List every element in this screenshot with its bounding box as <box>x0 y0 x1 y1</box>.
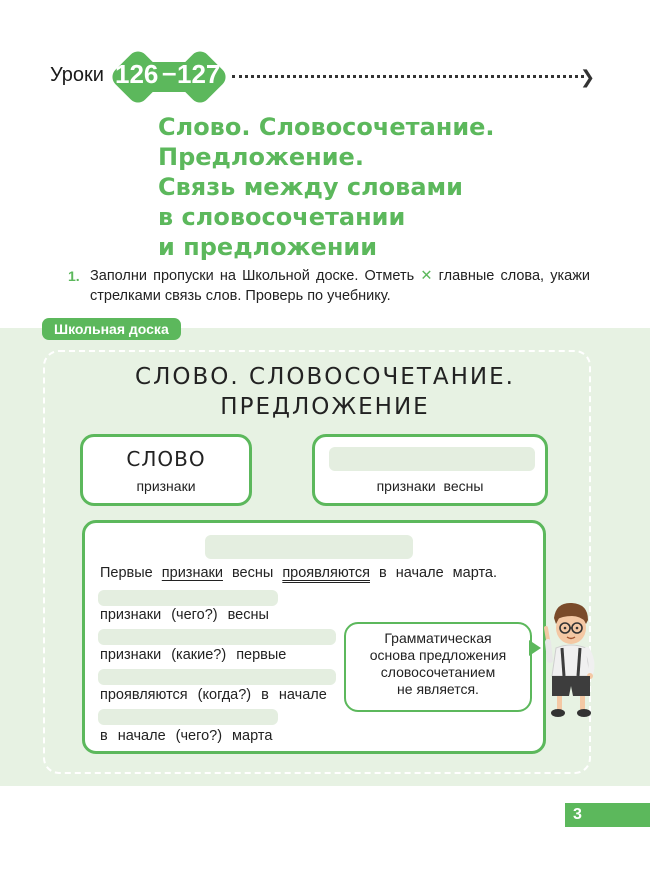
word-pair: проявляются (когда?) в начале <box>100 687 327 703</box>
phrase-box <box>312 434 548 506</box>
answer-blank[interactable] <box>98 590 278 606</box>
bubble-line: не является. <box>397 681 479 697</box>
chevron-right-icon: ❯ <box>580 67 596 87</box>
sentence-word: в начале марта. <box>379 565 498 581</box>
bubble-line: словосочетанием <box>380 664 496 680</box>
task-number: 1. <box>68 268 80 284</box>
title-line: Предложение. <box>158 143 364 171</box>
word-box-example: признаки <box>136 478 196 494</box>
title-line: и предложении <box>158 233 378 261</box>
example-sentence <box>100 565 497 581</box>
lesson-from: 126 <box>115 59 159 89</box>
word-box <box>80 434 252 506</box>
bubble-line: Грамматическая <box>384 630 492 646</box>
answer-blank[interactable] <box>98 709 278 725</box>
sentence-word: Первые <box>100 565 153 581</box>
answer-blank[interactable] <box>98 669 336 685</box>
task-text-before: Заполни пропуски на Школьной доске. Отметь <box>90 268 415 284</box>
lesson-number-badge <box>109 48 229 106</box>
task-instructions <box>90 266 590 306</box>
phrase-box-example: признаки весны <box>376 478 484 494</box>
page-number: 3 <box>573 806 582 823</box>
board-title-line2: ПРЕДЛОЖЕНИЕ <box>220 394 430 420</box>
bubble-line: основа предложения <box>369 647 507 663</box>
lesson-to: 127 <box>177 59 221 89</box>
sentence-predicate: проявляются <box>282 565 370 581</box>
lessons-label: Уроки <box>50 64 104 86</box>
sentence-subject: признаки <box>161 565 223 581</box>
speech-bubble <box>344 622 532 712</box>
title-line: Слово. Словосочетание. <box>158 113 495 141</box>
sentence-title-blank[interactable] <box>205 535 413 559</box>
word-pair: признаки (какие?) первые <box>100 647 287 663</box>
title-line: Связь между словами <box>158 173 463 201</box>
lesson-dash: – <box>162 57 177 87</box>
word-pair: признаки (чего?) весны <box>100 607 269 623</box>
task-text-after: главные слова, укажи стрелками связь слов. Проверь по учебнику. <box>90 268 590 304</box>
board-title-line1: СЛОВО. СЛОВОСОЧЕТАНИЕ. <box>135 364 515 390</box>
page-title <box>158 112 495 262</box>
dotted-divider <box>232 75 584 78</box>
sentence-word: весны <box>232 565 274 581</box>
word-box-title: СЛОВО <box>126 447 206 471</box>
answer-blank[interactable] <box>98 629 336 645</box>
title-line: в словосочетании <box>158 203 406 231</box>
word-pair: в начале (чего?) марта <box>100 728 273 744</box>
boy-with-glasses-icon <box>540 598 600 722</box>
school-board-tag: Школьная доска <box>42 318 181 340</box>
phrase-title-blank[interactable] <box>329 447 535 471</box>
cross-mark-icon: ✕ <box>420 268 433 284</box>
